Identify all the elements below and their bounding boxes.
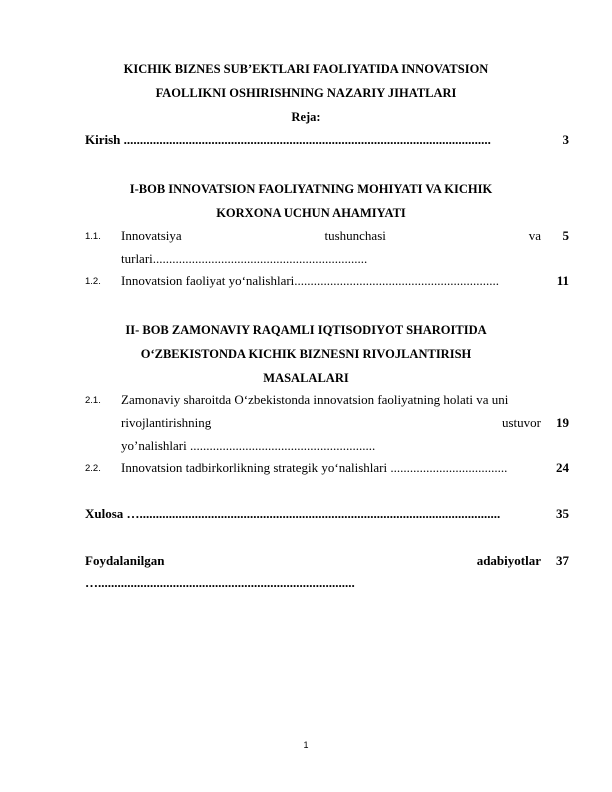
chapter-1-heading-line-1: I-BOB INNOVATSION FAOLIYATNING MOHIYATI VA KICHIK bbox=[129, 182, 493, 196]
toc-word: va bbox=[528, 228, 541, 243]
toc-references-line-2: …............................................................................... bbox=[85, 575, 355, 590]
page-number: 1 bbox=[303, 740, 309, 750]
toc-item-number: 2.1. bbox=[85, 395, 101, 406]
toc-item-number: 2.2. bbox=[85, 463, 101, 474]
toc-item-2-2-page: 24 bbox=[556, 460, 569, 475]
chapter-2-heading-line-1: II- BOB ZAMONAVIY RAQAMLI IQTISODIYOT SHAROITIDA bbox=[125, 323, 487, 337]
toc-word: Foydalanilgan bbox=[85, 553, 165, 568]
toc-word: Innovatsiya bbox=[121, 228, 182, 243]
toc-item-2-1-page: 19 bbox=[556, 415, 569, 430]
toc-references-page: 37 bbox=[556, 553, 569, 568]
toc-conclusion-page: 35 bbox=[556, 506, 569, 521]
toc-item-1-2-page: 11 bbox=[556, 273, 569, 288]
toc-item-number: 1.1. bbox=[85, 231, 101, 242]
title-line-2: FAOLLIKNI OSHIRISHNING NAZARIY JIHATLARI bbox=[155, 86, 457, 100]
toc-item-2-1-line-1: Zamonaviy sharoitda O‘zbekistonda innovatsion faoliyatning holati va uni bbox=[121, 392, 509, 407]
toc-word: rivojlantirishning bbox=[121, 415, 212, 430]
toc-item-1-2-label: Innovatsion faoliyat yo‘nalishlari............................................................... bbox=[121, 273, 500, 288]
toc-item-number: 1.2. bbox=[85, 276, 101, 287]
toc-word: adabiyotlar bbox=[476, 553, 541, 568]
toc-item-2-1-line-2 bbox=[121, 415, 541, 431]
chapter-2-heading-line-3: MASALALARI bbox=[263, 371, 349, 385]
plan-heading: Reja: bbox=[291, 110, 321, 124]
chapter-1-heading-line-2: KORXONA UCHUN AHAMIYATI bbox=[216, 206, 406, 220]
toc-conclusion-label: Xulosa …............................................................................................................... bbox=[85, 506, 501, 521]
title-line-1: KICHIK BIZNES SUB’EKTLARI FAOLIYATIDA INNOVATSION bbox=[123, 62, 489, 76]
toc-intro-page: 3 bbox=[562, 132, 569, 147]
toc-item-2-1-line-3: yo’nalishlari ......................................................... bbox=[121, 438, 376, 453]
toc-intro-label: Kirish ................................................................................................................. bbox=[85, 132, 491, 147]
toc-item-1-1-page: 5 bbox=[562, 228, 569, 243]
toc-item-1-1-line-2: turlari.................................................................. bbox=[121, 251, 368, 266]
toc-item-1-1-line-1 bbox=[121, 228, 541, 244]
toc-item-2-2-label: Innovatsion tadbirkorlikning strategik yo‘nalishlari .................................... bbox=[121, 460, 508, 475]
chapter-2-heading-line-2: O‘ZBEKISTONDA KICHIK BIZNESNI RIVOJLANTIRISH bbox=[140, 347, 472, 361]
toc-references-line-1 bbox=[85, 553, 541, 569]
toc-word: ustuvor bbox=[502, 415, 541, 430]
toc-word: tushunchasi bbox=[324, 228, 386, 243]
